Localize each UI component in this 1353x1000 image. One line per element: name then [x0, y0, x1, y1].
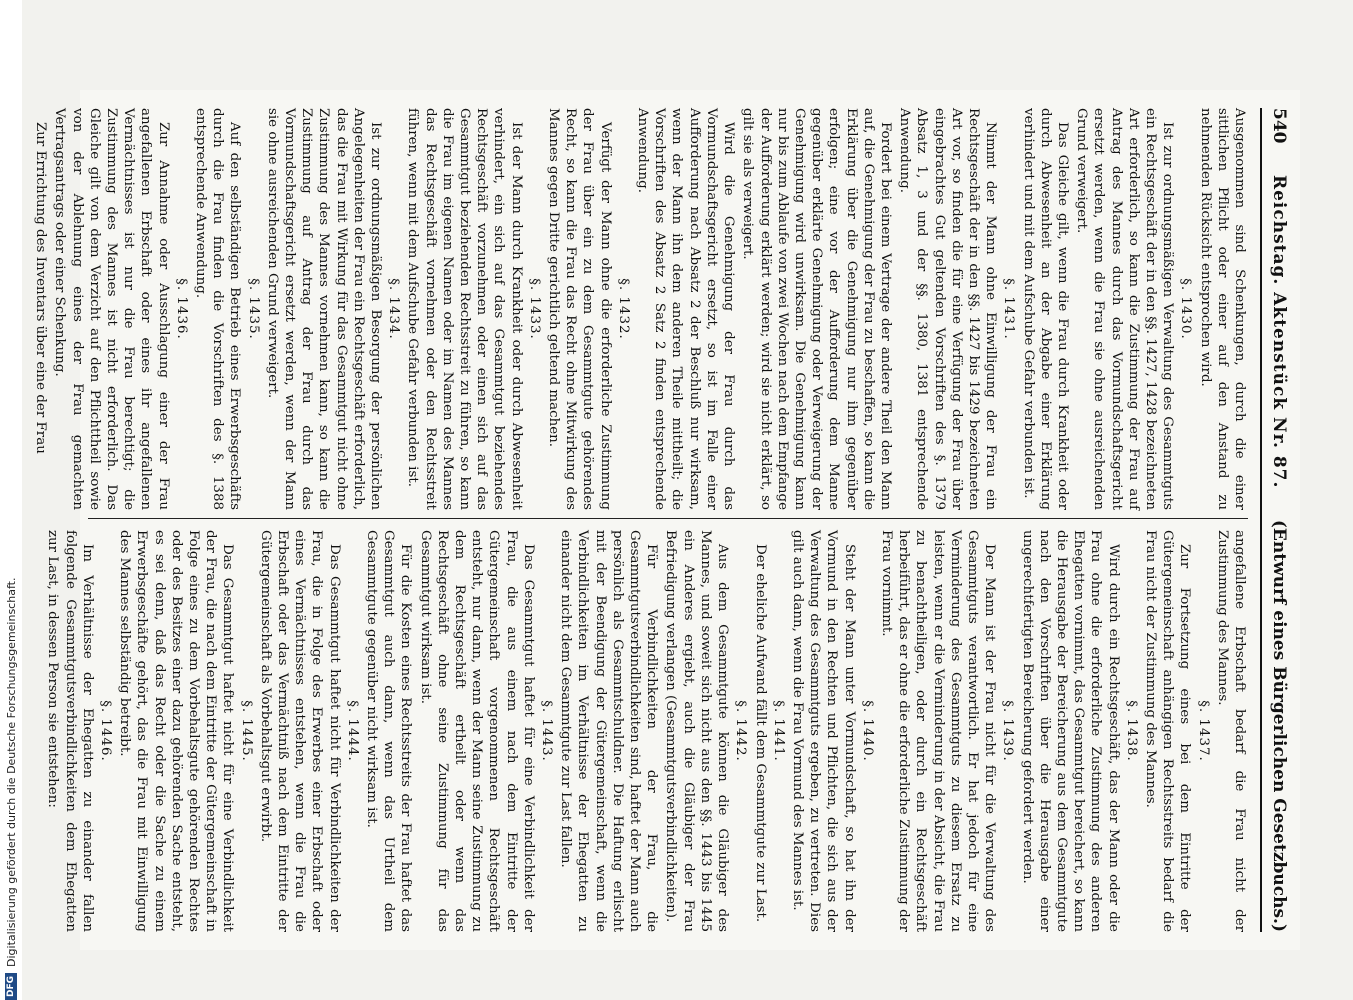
section-heading: §. 1446. [98, 700, 113, 762]
section-heading: §. 1441. [770, 700, 786, 762]
paragraph: Ist der Mann durch Krankheit oder durch Abwesenheit verhindert, ein sich auf das Gesammtgut beziehendes Rechtsgeschäft vorzunehmen oder einen sich auf das Gesammtgut beziehenden Rechtsstreit zu führen, so kann die Frau im eigenen Namen oder im Namen des Mannes das Rechtsgeschäft vornehmen oder den Rechtsstreit führen, wenn mit dem Aufschube Gefahr verbunden ist. [405, 108, 524, 510]
paragraph: Das Gesammtgut haftet für eine Verbindlichkeit der Frau, die aus einem nach dem Eintritte der Gütergemeinschaft vorgenommenen Rechtsgeschäft entsteht, nur dann, wenn der Mann seine Zustimmung zu dem Rechtsgeschäft ertheilt oder wenn das Rechtsgeschäft ohne seine Zustimmung für das Gesammtgut wirksam ist. [417, 530, 536, 932]
paragraph: Auf den selbständigen Betrieb eines Erwerbsgeschäfts durch die Frau finden die Vorschriften des §. 1388 entsprechende Anwendung. [193, 108, 243, 510]
section-heading: §. 1438. [1123, 700, 1139, 762]
section-heading: §. 1440. [859, 700, 875, 762]
paragraph: Das Gesammtgut haftet nicht für Verbindlichkeiten der Frau, die in Folge des Erwerbes einer Erbschaft oder eines Vermächtnisses entstehen, wenn die Frau die Erbschaft oder das Vermächtniß nach dem Eintritte der Gütergemeinschaft als Vorbehaltsgut erwirbt. [257, 530, 342, 932]
paragraph: Für die Kosten eines Rechtsstreits der Frau haftet das Gesammtgut auch dann, wenn das Urtheil dem Gesammtgute gegenüber nicht wirksam ist. [364, 530, 414, 932]
section-heading: §. 1437. [1195, 700, 1211, 762]
paragraph: Nimmt der Mann ohne Einwilligung der Frau ein Rechtsgeschäft der in den §§. 1427 bis 1429 bezeichneten Art vor, so finden die für eine Verfügung der Frau über eingebrachtes Gut geltenden Vorschriften des §. 1379 Absatz 1, 3 und der §§. 1380, 1381 entsprechende Anwendung. [897, 108, 999, 510]
section-heading: §. 1436. [173, 278, 189, 340]
digitization-strip [0, 0, 22, 1000]
paragraph: Ausgenommen sind Schenkungen, durch die einer sittlichen Pflicht oder einer auf den Anstand zu nehmenden Rücksicht entsprochen wird. [1197, 108, 1247, 510]
paragraph: Der eheliche Aufwand fällt dem Gesammtgute zur Last. [752, 544, 768, 923]
paragraph: Zur Annahme oder Ausschlagung einer der Frau angefallenen Erbschaft oder eines ihr angefallenen Vermächtnisses ist nur die Frau berechtigt; die Zustimmung des Mannes ist nicht erforderlich. Das Gleiche gilt von dem Verzicht auf den Pflichttheil sowie von der Ablehnung eines der Frau gemachten Vertragsantrags oder einer Schenkung. [52, 108, 171, 510]
section-heading: §. 1442. [733, 700, 749, 762]
paragraph: Ist zur ordnungsmäßigen Besorgung der persönlichen Angelegenheiten der Frau ein Rechtsgeschäft erforderlich, das die Frau mit Wirkung für das Gesammtgut nicht ohne Zustimmung des Mannes vornehmen kann, so kann die Zustimmung auf Antrag der Frau durch das Vormundschaftsgericht ersetzt werden, wenn der Mann sie ohne ausreichenden Grund verweigert. [264, 108, 384, 510]
digitization-credit [2, 0, 20, 1000]
paragraph: angefallene Erbschaft bedarf die Frau nicht der Zustimmung des Mannes. [1214, 530, 1247, 932]
dfg-logo: DFG [5, 973, 17, 1000]
section-heading: §. 1430. [1178, 278, 1194, 340]
paragraph: Das Gesammtgut haftet nicht für eine Verbindlichkeit der Frau, die nach dem Eintritte der Gütergemeinschaft in Folge eines zu dem Vorbehaltsgute gehörenden Rechtes oder des Besitzes einer dazu gehörenden Sache entsteht, es sei denn, daß das Recht oder die Sache zu einem Erwerbsgeschäfte gehört, das die Frau mit Einwilligung des Mannes selbständig betreibt. [117, 530, 236, 932]
section-heading: §. 1445. [238, 700, 254, 762]
section-heading: §. 1443. [539, 700, 555, 762]
section-heading: §. 1431. [1001, 278, 1017, 340]
section-heading: §. 1444. [344, 700, 360, 762]
paragraph: Im Verhältnisse der Ehegatten zu einander fallen folgende Gesammtgutsverbindlichkeiten dem Ehegatten zur Last, in dessen Person sie entstehen: [45, 530, 95, 932]
section-heading: §. 1435. [245, 278, 261, 340]
paragraph: Ist zur ordnungsmäßigen Verwaltung des Gesammtguts ein Rechtsgeschäft der in den §§. 1427, 1428 bezeichneten Art erforderlich, so kann die Zustimmung der Frau auf Antrag des Mannes durch das Vormundschaftsgericht ersetzt werden, wenn die Frau sie ohne ausreichenden Grund verweigert. [1074, 108, 1176, 510]
section-heading: §. 1439. [1000, 700, 1016, 762]
left-column [33, 108, 1248, 510]
page-subtitle: (Entwurf eines Bürgerlichen Gesetzbuchs.) [1269, 519, 1289, 932]
paragraph: Fordert bei einem Vertrage der andere Theil den Mann auf, die Genehmigung der Frau zu beschaffen, so kann die Erklärung über die Genehmigung nur ihm gegenüber erfolgen; eine vor der Aufforderung dem Manne gegenüber erklärte Genehmigung oder Verweigerung der Genehmigung wird unwirksam. Die Genehmigung kann nur bis zum Ablaufe von zwei Wochen nach dem Empfange der Aufforderung erklärt werden; wird sie nicht erklärt, so gilt sie als verweigert. [740, 108, 893, 510]
right-column [45, 530, 1248, 932]
paragraph: Zur Errichtung des Inventars über eine der Frau [33, 122, 49, 454]
paragraph: Steht der Mann unter Vormundschaft, so hat ihn der Vormund in den Rechten und Pflichten, die sich aus der Verwaltung des Gesammtguts ergeben, zu vertreten. Dies gilt auch dann, wenn die Frau Vormund des Mannes ist. [789, 530, 857, 932]
page-title: Reichstag. Aktenstück Nr. 87. [1269, 174, 1289, 489]
paragraph: Verfügt der Mann ohne die erforderliche Zustimmung der Frau über ein zu dem Gesammtgute gehörendes Recht, so kann die Frau das Recht ohne Mitwirkung des Mannes gegen Dritte gerichtlich geltend machen. [546, 108, 613, 510]
section-heading: §. 1433. [526, 278, 542, 340]
paragraph: Aus dem Gesammtgute können die Gläubiger des Mannes, und soweit sich nicht aus den §§. 1443 bis 1445 ein Anderes ergiebt, auch die Gläubiger der Frau Befriedigung verlangen (Gesammtgutsverbindlichkeiten). [663, 530, 731, 932]
column-divider [88, 518, 1248, 519]
credit-text: Digitalisierung gefördert durch die Deutsche Forschungsgemeinschaft. [4, 577, 18, 967]
paragraph: Wird die Genehmigung der Frau durch das Vormundschaftsgericht ersetzt, so ist im Falle einer Aufforderung nach Absatz 2 der Beschluß nur wirksam, wenn der Mann ihn dem anderen Theile mittheilt; die Vorschriften des Absatz 2 Satz 2 finden entsprechende Anwendung. [635, 108, 737, 510]
document-page [33, 90, 1300, 950]
paragraph: Zur Fortsetzung eines bei dem Eintritte der Gütergemeinschaft anhängigen Rechtsstreits bedarf die Frau nicht der Zustimmung des Mannes. [1142, 530, 1193, 932]
paragraph: Für Verbindlichkeiten der Frau, die Gesammtgutsverbindlichkeiten sind, haftet der Mann auch persönlich als Gesammtschuldner. Die Haftung erlischt mit der Beendigung der Gütergemeinschaft, wenn die Verbindlichkeiten im Verhältnisse der Ehegatten zu einander nicht dem Gesammtgute zur Last fallen. [558, 530, 660, 932]
paragraph: Der Mann ist der Frau nicht für die Verwaltung des Gesammtguts verantwortlich. Er hat jedoch für eine Verminderung des Gesammtguts zu diesem Ersatz zu leisten, wenn er die Verminderung in der Absicht, die Frau zu benachtheiligen, oder durch ein Rechtsgeschäft herbeiführt, das er ohne die erforderliche Zustimmung der Frau vornimmt. [878, 530, 998, 932]
paragraph: Wird durch ein Rechtsgeschäft, das der Mann oder die Frau ohne die erforderliche Zustimmung des anderen Ehegatten vornimmt, das Gesammtgut bereichert, so kann die Herausgabe der Bereicherung aus dem Gesammtgute nach den Vorschriften über die Herausgabe einer ungerechtfertigten Bereicherung gefordert werden. [1019, 530, 1121, 932]
page-header [1260, 108, 1296, 932]
page-number: 540 [1269, 108, 1289, 144]
section-heading: §. 1432. [615, 278, 631, 340]
section-heading: §. 1434. [386, 278, 402, 340]
paragraph: Das Gleiche gilt, wenn die Frau durch Krankheit oder durch Abwesenheit an der Abgabe einer Erklärung verhindert und mit dem Aufschube Gefahr verbunden ist. [1020, 108, 1070, 510]
